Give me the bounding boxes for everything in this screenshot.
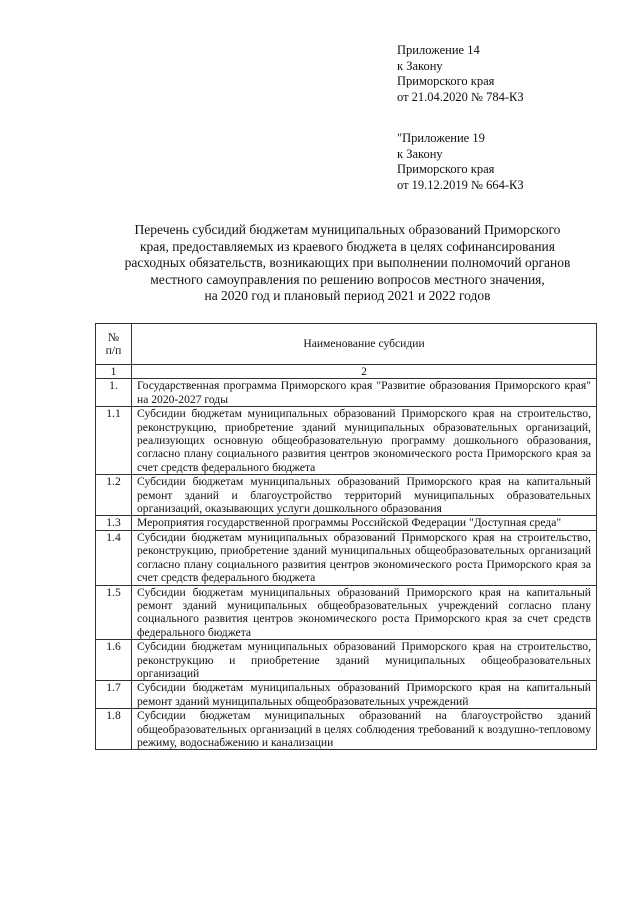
row-number: 1.3: [96, 516, 132, 530]
row-subsidy-name: Государственная программа Приморского края "Развитие образования Приморского края" на 2020-2027 годы: [132, 379, 597, 407]
table-row: [96, 475, 597, 516]
table-row: [96, 640, 597, 681]
row-subsidy-name: Субсидии бюджетам муниципальных образований Приморского края на капитальный ремонт зданий и благоустройство территорий муниципальных образовательных организаций, оказывающих услуги дошкольного образования: [132, 475, 597, 516]
header-number-abbr: п/п: [105, 344, 122, 357]
title-line: края, предоставляемых из краевого бюджета в целях софинансирования: [140, 238, 555, 254]
row-subsidy-name: Мероприятия государственной программы Российской Федерации "Доступная среда": [132, 516, 597, 530]
row-subsidy-name: Субсидии бюджетам муниципальных образований Приморского края на строительство, реконструкцию и приобретение зданий муниципальных общеобразовательных организаций: [132, 640, 597, 681]
appendix-line: Приложение 14: [397, 43, 480, 57]
document-title: [90, 222, 605, 305]
row-subsidy-name: Субсидии бюджетам муниципальных образований Приморского края на строительство, реконструкцию, приобретение зданий муниципальных общеобразовательных организаций согласно плану социального развития центров экономического роста Приморского края за счет средств федерального бюджета: [132, 530, 597, 585]
appendix-reference-quoted: [397, 131, 617, 193]
row-number: 1.6: [96, 640, 132, 681]
table-row: [96, 407, 597, 475]
appendix-line: "Приложение 19: [397, 131, 485, 145]
title-line: местного самоуправления по решению вопросов местного значения,: [150, 271, 545, 287]
appendix-line: к Закону: [397, 146, 443, 161]
column-number-cell: 2: [132, 365, 597, 379]
appendix-line: от 21.04.2020 № 784-КЗ: [397, 89, 524, 104]
appendix-line: Приморского края: [397, 74, 495, 88]
row-number: 1.5: [96, 585, 132, 640]
table-row: [96, 585, 597, 640]
row-subsidy-name: Субсидии бюджетам муниципальных образований Приморского края на строительство, реконструкцию, приобретение зданий муниципальных образовательных организаций, реализующих основную общеобразовательную программу дошкольного образования, согласно плану социального развития центров экономического роста Приморского края за счет средств федерального бюджета: [132, 407, 597, 475]
row-number: 1.2: [96, 475, 132, 516]
title-line: на 2020 год и плановый период 2021 и 2022 годов: [204, 288, 491, 303]
row-subsidy-name: Субсидии бюджетам муниципальных образований на благоустройство зданий общеобразовательных организаций в целях соблюдения требований к воздушно-тепловому режиму, водоснабжению и канализации: [132, 709, 597, 750]
column-number-cell: 1: [96, 365, 132, 379]
appendix-line: от 19.12.2019 № 664-КЗ: [397, 177, 524, 192]
row-number: 1.1: [96, 407, 132, 475]
appendix-line: Приморского края: [397, 162, 495, 176]
header-name-cell: Наименование субсидии: [132, 324, 597, 365]
column-number-row: [96, 365, 597, 379]
appendix-line: к Закону: [397, 58, 443, 73]
header-number-symbol: №: [107, 331, 120, 344]
table-row: [96, 516, 597, 530]
row-number: 1.7: [96, 681, 132, 709]
appendix-reference-current: [397, 43, 617, 105]
table-row: [96, 709, 597, 750]
title-line: Перечень субсидий бюджетам муниципальных образований Приморского: [134, 222, 561, 237]
row-number: 1.8: [96, 709, 132, 750]
row-number: 1.: [96, 379, 132, 407]
subsidies-table: [95, 323, 597, 750]
header-number-cell: [96, 324, 132, 365]
title-line: расходных обязательств, возникающих при выполнении полномочий органов: [124, 255, 571, 270]
table-header-row: [96, 324, 597, 365]
row-subsidy-name: Субсидии бюджетам муниципальных образований Приморского края на капитальный ремонт зданий муниципальных общеобразовательных учреждений согласно плану социального развития центров экономического роста Приморского края за счет средств федерального бюджета: [132, 585, 597, 640]
row-number: 1.4: [96, 530, 132, 585]
row-subsidy-name: Субсидии бюджетам муниципальных образований Приморского края на капитальный ремонт зданий муниципальных общеобразовательных учреждений: [132, 681, 597, 709]
table-row: [96, 681, 597, 709]
table-row: [96, 379, 597, 407]
table-row: [96, 530, 597, 585]
